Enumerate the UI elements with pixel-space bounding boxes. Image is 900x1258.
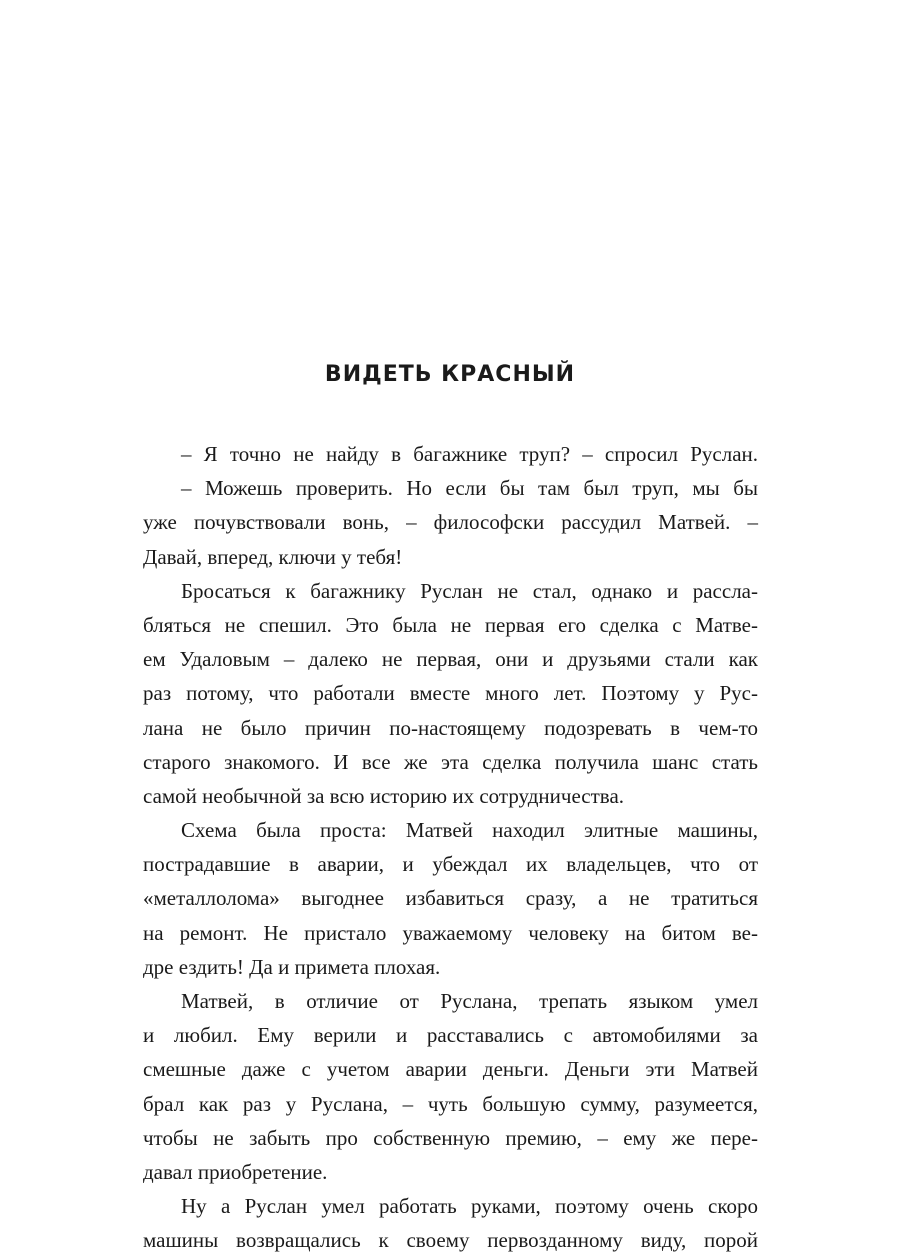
chapter-title: ВИДЕТЬ КРАСНЫЙ bbox=[324, 362, 576, 387]
text-line: уже почувствовали вонь, – философски рассудил Матвей. – bbox=[143, 510, 758, 535]
text-line: «металлолома» выгоднее избавиться сразу, а не тратиться bbox=[143, 886, 758, 911]
text-line: Ну а Руслан умел работать руками, поэтому очень скоро bbox=[181, 1194, 758, 1219]
text-line: на ремонт. Не пристало уважаемому человеку на битом ве- bbox=[143, 920, 758, 945]
text-line: – Можешь проверить. Но если бы там был труп, мы бы bbox=[181, 476, 758, 501]
text-line: смешные даже с учетом аварии деньги. Деньги эти Матвей bbox=[143, 1057, 758, 1082]
text-line: лана не было причин по-настоящему подозревать в чем-то bbox=[143, 715, 758, 740]
text-line: пострадавшие в аварии, и убеждал их владельцев, что от bbox=[143, 852, 758, 877]
text-line: дре ездить! Да и примета плохая. bbox=[143, 954, 441, 979]
text-line: – Я точно не найду в багажнике труп? – спросил Руслан. bbox=[181, 442, 758, 466]
text-line: ем Удаловым – далеко не первая, они и друзьями стали как bbox=[143, 647, 758, 672]
text-line: брал как раз у Руслана, – чуть большую сумму, разумеется, bbox=[143, 1091, 758, 1116]
text-line: бляться не спешил. Это была не первая его сделка с Матве- bbox=[143, 612, 758, 637]
body-text bbox=[143, 437, 758, 1258]
text-line: Матвей, в отличие от Руслана, трепать языком умел bbox=[181, 989, 758, 1013]
text-line: давал приобретение. bbox=[143, 1159, 328, 1184]
text-line: и любил. Ему верили и расставались с автомобилями за bbox=[143, 1023, 758, 1048]
text-line: чтобы не забыть про собственную премию, – ему же пере- bbox=[143, 1125, 758, 1150]
text-line: старого знакомого. И все же эта сделка получила шанс стать bbox=[143, 749, 758, 774]
text-line: Давай, вперед, ключи у тебя! bbox=[143, 544, 403, 569]
text-line: машины возвращались к своему первозданному виду, порой bbox=[143, 1228, 758, 1253]
text-line: Схема была проста: Матвей находил элитные машины, bbox=[181, 818, 758, 843]
text-line: самой необычной за всю историю их сотрудничества. bbox=[143, 783, 625, 808]
text-line: Бросаться к багажнику Руслан не стал, однако и рассла- bbox=[181, 578, 758, 603]
text-line: раз потому, что работали вместе много лет. Поэтому у Рус- bbox=[143, 681, 758, 706]
